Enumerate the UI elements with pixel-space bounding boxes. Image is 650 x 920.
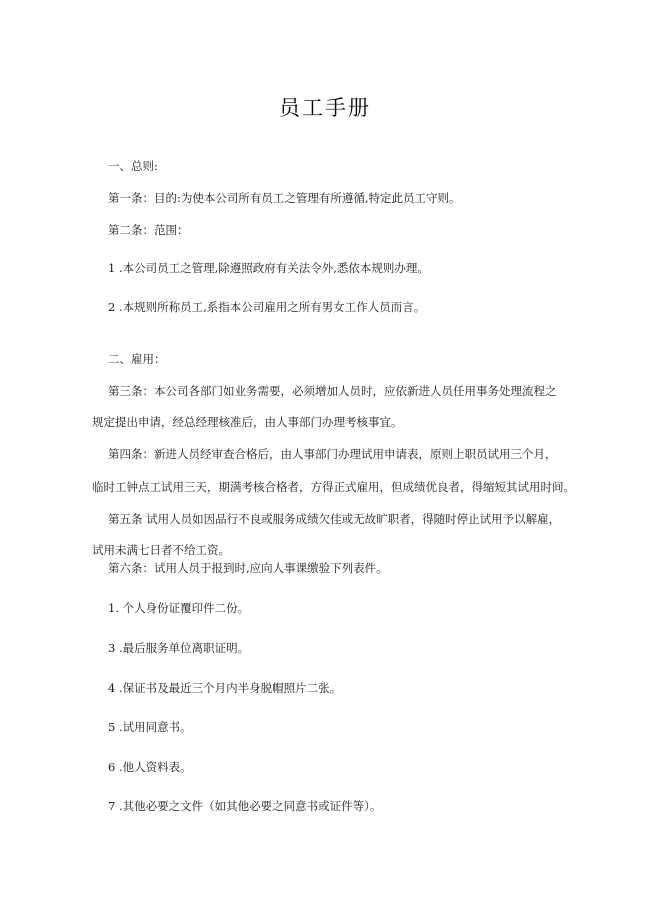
list-item: 7 .其他必要之文件（如其他必要之同意书或证件等）。 [108, 799, 382, 813]
article-4-line-1: 第四条：新进人员经审查合格后，由人事部门办理试用申请表，原则上职员试用三个月， [108, 447, 557, 461]
article-5-line-1: 第五条 试用人员如因品行不良或服务成绩欠佳或无故旷职者，得随时停止试用予以解雇， [108, 512, 561, 526]
article-2: 第二条：范围： [108, 223, 189, 237]
page-title: 员工手册 [279, 96, 371, 120]
article-5-line-2: 试用未满七日者不给工资。 [92, 543, 230, 557]
article-3-line-2: 规定提出申请，经总经理核准后，由人事部门办理考核事宜。 [92, 415, 403, 429]
list-item: 1. 个人身份证覆印件二份。 [108, 601, 250, 615]
list-item: 1 .本公司员工之管理,除遵照政府有关法令外,悉依本规则办理。 [108, 261, 429, 275]
article-6: 第六条：试用人员于报到时,应向人事课缴验下列表件。 [108, 561, 388, 575]
list-item: 2 .本规则所称员工,系指本公司雇用之所有男女工作人员而言。 [108, 300, 426, 314]
section-heading-employment: 二、雇用： [108, 352, 166, 366]
article-4-line-2: 临时工钟点工试用三天，期满考核合格者，方得正式雇用，但成绩优良者，得缩短其试用时间。 [92, 480, 575, 494]
article-3-line-1: 第三条：本公司各部门如业务需要，必须增加人员时，应依新进人员任用事务处理流程之 [108, 384, 557, 398]
section-heading-general: 一、总则: [108, 159, 158, 173]
list-item: 4 .保证书及最近三个月内半身脱帽照片二张。 [108, 681, 342, 695]
list-item: 6 .他人资料表。 [108, 760, 192, 774]
list-item: 5 .试用同意书。 [108, 720, 192, 734]
article-1: 第一条：目的:为使本公司所有员工之管理有所遵循,特定此员工守则。 [108, 191, 461, 205]
list-item: 3 .最后服务单位离职证明。 [108, 641, 250, 655]
